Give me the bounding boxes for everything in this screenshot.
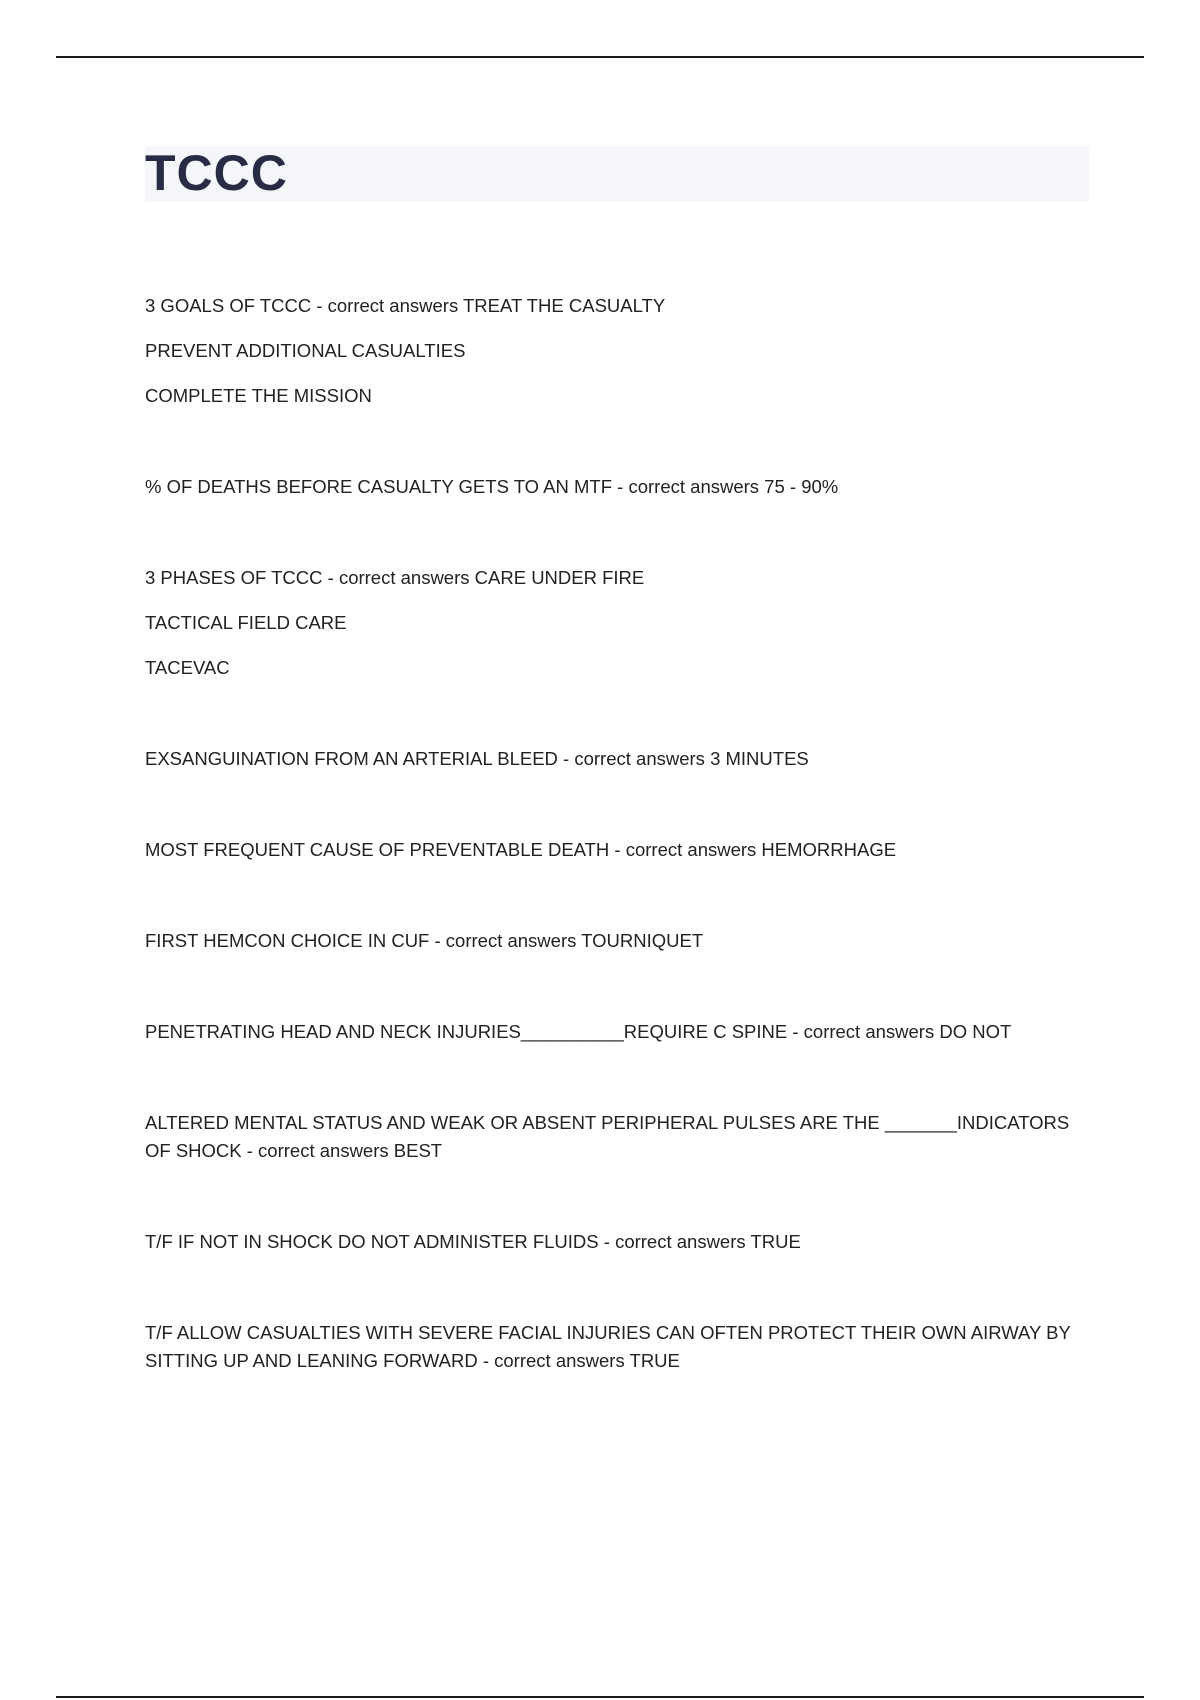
qa-line: TACTICAL FIELD CARE [145, 612, 347, 633]
qa-line: 3 GOALS OF TCCC - correct answers TREAT THE CASUALTY [145, 295, 666, 316]
qa-item [145, 1018, 1095, 1046]
qa-item [145, 473, 1095, 501]
qa-line: TACEVAC [145, 657, 230, 678]
qa-item [145, 745, 1095, 773]
qa-line: MOST FREQUENT CAUSE OF PREVENTABLE DEATH - correct answers HEMORRHAGE [145, 839, 897, 860]
qa-line: EXSANGUINATION FROM AN ARTERIAL BLEED - correct answers 3 MINUTES [145, 748, 809, 769]
qa-item [145, 1319, 1095, 1375]
qa-line: COMPLETE THE MISSION [145, 385, 372, 406]
qa-line: PENETRATING HEAD AND NECK INJURIES__________REQUIRE C SPINE - correct answers DO NOT [145, 1021, 1012, 1042]
qa-item [145, 927, 1095, 955]
qa-line: 3 PHASES OF TCCC - correct answers CARE UNDER FIRE [145, 567, 645, 588]
qa-list [145, 292, 1095, 1375]
qa-line: ALTERED MENTAL STATUS AND WEAK OR ABSENT PERIPHERAL PULSES ARE THE _______INDICATORS OF SHOCK - correct answers BEST [145, 1112, 1070, 1161]
qa-item [145, 1109, 1095, 1165]
qa-item [145, 836, 1095, 864]
top-rule [56, 56, 1144, 58]
document-title: TCCC [145, 145, 288, 201]
qa-item [145, 564, 1095, 682]
qa-line: PREVENT ADDITIONAL CASUALTIES [145, 340, 466, 361]
qa-line: T/F IF NOT IN SHOCK DO NOT ADMINISTER FLUIDS - correct answers TRUE [145, 1231, 801, 1252]
qa-item [145, 292, 1095, 410]
qa-line: % OF DEATHS BEFORE CASUALTY GETS TO AN MTF - correct answers 75 - 90% [145, 476, 839, 497]
qa-item [145, 1228, 1095, 1256]
qa-line: T/F ALLOW CASUALTIES WITH SEVERE FACIAL INJURIES CAN OFTEN PROTECT THEIR OWN AIRWAY BY SITTING UP AND LEANING FORWARD - correct answers TRUE [145, 1322, 1071, 1371]
bottom-rule [56, 1696, 1144, 1698]
qa-line: FIRST HEMCON CHOICE IN CUF - correct answers TOURNIQUET [145, 930, 704, 951]
